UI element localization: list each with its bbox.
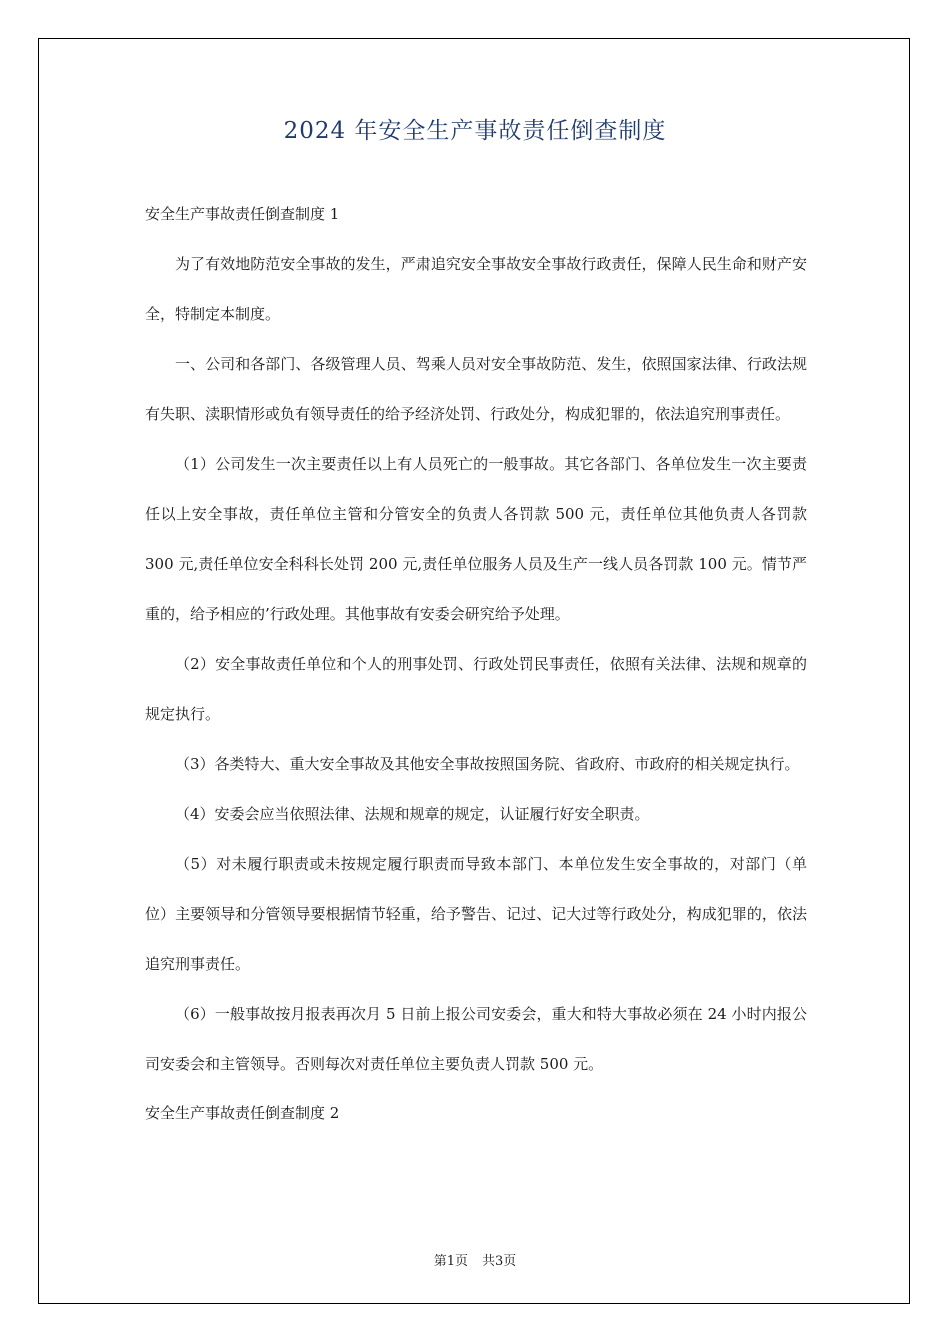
body-paragraph: （1）公司发生一次主要责任以上有人员死亡的一般事故。其它各部门、各单位发生一次主要责任以上安全事故，责任单位主管和分管安全的负责人各罚款 500 元，责任单位其他负责人各罚款 300 元,责任单位安全科科长处罚 200 元,责任单位服务人员及生产一线人员各罚款 100 元。情节严重的，给予相应的’行政处理。其他事故有安委会研究给予处理。 xyxy=(145,455,807,623)
body-paragraph: （4）安委会应当依照法律、法规和规章的规定，认证履行好安全职责。 xyxy=(175,805,650,823)
body-paragraph: （5）对未履行职责或未按规定履行职责而导致本部门、本单位发生安全事故的，对部门（单位）主要领导和分管领导要根据情节轻重，给予警告、记过、记大过等行政处分，构成犯罪的，依法追究刑事责任。 xyxy=(145,855,807,973)
body-paragraph: （3）各类特大、重大安全事故及其他安全事故按照国务院、省政府、市政府的相关规定执行。 xyxy=(175,755,800,773)
section-heading: 安全生产事故责任倒查制度 1 xyxy=(145,205,340,223)
page-number: 第1页 xyxy=(433,1254,468,1269)
document-title: 2024 年安全生产事故责任倒查制度 xyxy=(283,118,667,144)
document-body xyxy=(145,198,807,1130)
page-total: 共3页 xyxy=(482,1254,517,1269)
body-paragraph: 为了有效地防范安全事故的发生，严肃追究安全事故安全事故行政责任，保障人民生命和财产安全，特制定本制度。 xyxy=(145,255,807,323)
body-paragraph: （2）安全事故责任单位和个人的刑事处罚、行政处罚民事责任，依照有关法律、法规和规章的规定执行。 xyxy=(145,655,807,723)
body-paragraph: （6）一般事故按月报表再次月 5 日前上报公司安委会，重大和特大事故必须在 24 小时内报公司安委会和主管领导。否则每次对责任单位主要负责人罚款 500 元。 xyxy=(145,1005,807,1073)
section-heading: 安全生产事故责任倒查制度 2 xyxy=(145,1104,340,1122)
page-footer xyxy=(0,1250,950,1269)
body-paragraph: 一、公司和各部门、各级管理人员、驾乘人员对安全事故防范、发生，依照国家法律、行政法规有失职、渎职情形或负有领导责任的给予经济处罚、行政处分，构成犯罪的，依法追究刑事责任。 xyxy=(145,355,807,423)
